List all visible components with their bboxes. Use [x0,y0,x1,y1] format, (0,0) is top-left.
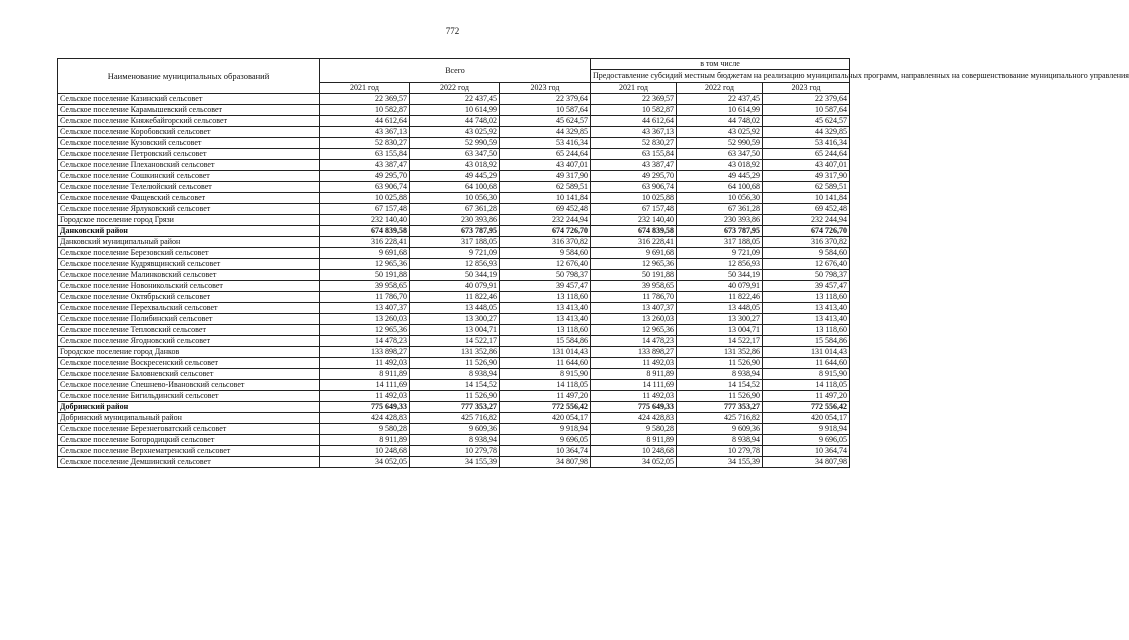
municipality-name: Сельское поселение Малинковский сельсовет [58,270,320,281]
amount-cell: 674 726,70 [500,226,591,237]
name-column-header: Наименование муниципальных образований [58,59,320,94]
year-header: 2021 год [591,83,677,94]
amount-cell: 11 786,70 [320,292,410,303]
table-row [58,391,850,402]
municipality-name: Добринский район [58,402,320,413]
amount-cell: 50 798,37 [500,270,591,281]
municipality-name: Сельское поселение Октябрьский сельсовет [58,292,320,303]
amount-cell: 131 352,86 [410,347,500,358]
amount-cell: 11 526,90 [677,391,763,402]
amount-cell: 22 369,57 [320,94,410,105]
table-row [58,116,850,127]
municipality-name: Сельское поселение Березнеговатский сельсовет [58,424,320,435]
amount-cell: 14 118,05 [500,380,591,391]
amount-cell: 775 649,33 [320,402,410,413]
amount-cell: 424 428,83 [320,413,410,424]
amount-cell: 8 938,94 [410,435,500,446]
table-row [58,358,850,369]
amount-cell: 67 361,28 [677,204,763,215]
amount-cell: 14 111,69 [591,380,677,391]
table-row [58,281,850,292]
table-row [58,204,850,215]
amount-cell: 14 522,17 [410,336,500,347]
municipality-name: Сельское поселение Коробовский сельсовет [58,127,320,138]
amount-cell: 10 587,64 [763,105,850,116]
district-total-row [58,226,850,237]
amount-cell: 63 155,84 [320,149,410,160]
table-row [58,435,850,446]
municipality-name: Добринский муниципальный район [58,413,320,424]
amount-cell: 10 025,88 [591,193,677,204]
amount-cell: 22 379,64 [763,94,850,105]
table-row [58,127,850,138]
amount-cell: 34 155,39 [410,457,500,468]
municipality-name: Сельское поселение Демшинский сельсовет [58,457,320,468]
table-row [58,314,850,325]
amount-cell: 13 260,03 [320,314,410,325]
table-row [58,105,850,116]
amount-cell: 43 387,47 [591,160,677,171]
amount-cell: 12 965,36 [591,259,677,270]
table-row [58,446,850,457]
amount-cell: 64 100,68 [677,182,763,193]
amount-cell: 9 696,05 [763,435,850,446]
amount-cell: 52 830,27 [591,138,677,149]
amount-cell: 8 911,89 [320,369,410,380]
amount-cell: 230 393,86 [677,215,763,226]
amount-cell: 12 856,93 [410,259,500,270]
amount-cell: 10 141,84 [763,193,850,204]
amount-cell: 10 582,87 [591,105,677,116]
amount-cell: 8 915,90 [763,369,850,380]
amount-cell: 22 437,45 [410,94,500,105]
year-header: 2021 год [320,83,410,94]
amount-cell: 52 990,59 [677,138,763,149]
year-header: 2022 год [410,83,500,94]
amount-cell: 11 492,03 [591,391,677,402]
amount-cell: 232 244,94 [763,215,850,226]
amount-cell: 52 830,27 [320,138,410,149]
amount-cell: 43 407,01 [763,160,850,171]
amount-cell: 9 580,28 [320,424,410,435]
amount-cell: 230 393,86 [410,215,500,226]
amount-cell: 13 118,60 [500,292,591,303]
amount-cell: 420 054,17 [500,413,591,424]
amount-cell: 49 295,70 [320,171,410,182]
table-row [58,193,850,204]
amount-cell: 49 445,29 [677,171,763,182]
amount-cell: 13 413,40 [500,303,591,314]
amount-cell: 15 584,86 [763,336,850,347]
amount-cell: 12 676,40 [763,259,850,270]
municipality-name: Сельское поселение Фащевский сельсовет [58,193,320,204]
amount-cell: 9 584,60 [500,248,591,259]
amount-cell: 43 025,92 [410,127,500,138]
municipality-name: Сельское поселение Перехвальский сельсовет [58,303,320,314]
municipality-name: Сельское поселение Карамышевский сельсовет [58,105,320,116]
amount-cell: 50 191,88 [591,270,677,281]
amount-cell: 49 317,90 [500,171,591,182]
amount-cell: 63 906,74 [591,182,677,193]
amount-cell: 62 589,51 [500,182,591,193]
amount-cell: 43 018,92 [410,160,500,171]
amount-cell: 11 644,60 [500,358,591,369]
amount-cell: 14 154,52 [410,380,500,391]
amount-cell: 10 141,84 [500,193,591,204]
amount-cell: 13 004,71 [410,325,500,336]
amount-cell: 11 497,20 [763,391,850,402]
amount-cell: 133 898,27 [591,347,677,358]
amount-cell: 11 822,46 [410,292,500,303]
amount-cell: 8 911,89 [591,435,677,446]
table-row [58,182,850,193]
amount-cell: 49 445,29 [410,171,500,182]
district-total-row [58,402,850,413]
amount-cell: 64 100,68 [410,182,500,193]
amount-cell: 424 428,83 [591,413,677,424]
amount-cell: 10 587,64 [500,105,591,116]
amount-cell: 13 413,40 [763,314,850,325]
amount-cell: 14 111,69 [320,380,410,391]
table-row [58,336,850,347]
amount-cell: 131 352,86 [677,347,763,358]
municipality-name: Сельское поселение Полибинский сельсовет [58,314,320,325]
amount-cell: 11 786,70 [591,292,677,303]
amount-cell: 10 614,99 [677,105,763,116]
amount-cell: 9 580,28 [591,424,677,435]
municipality-name: Сельское поселение Телелюйский сельсовет [58,182,320,193]
year-header: 2023 год [500,83,591,94]
amount-cell: 65 244,64 [500,149,591,160]
amount-cell: 13 118,60 [500,325,591,336]
municipality-name: Сельское поселение Богородицкий сельсовет [58,435,320,446]
table-row [58,424,850,435]
amount-cell: 13 413,40 [763,303,850,314]
municipality-name: Городское поселение город Грязи [58,215,320,226]
amount-cell: 232 140,40 [320,215,410,226]
table-row [58,248,850,259]
amount-cell: 8 915,90 [500,369,591,380]
amount-cell: 131 014,43 [763,347,850,358]
amount-cell: 34 052,05 [591,457,677,468]
amount-cell: 13 118,60 [763,325,850,336]
year-header: 2022 год [677,83,763,94]
amount-cell: 12 676,40 [500,259,591,270]
amount-cell: 63 347,50 [677,149,763,160]
amount-cell: 10 025,88 [320,193,410,204]
amount-cell: 39 958,65 [591,281,677,292]
amount-cell: 11 492,03 [591,358,677,369]
amount-cell: 316 370,82 [763,237,850,248]
amount-cell: 44 748,02 [410,116,500,127]
amount-cell: 10 614,99 [410,105,500,116]
municipality-name: Сельское поселение Баловневский сельсовет [58,369,320,380]
amount-cell: 39 958,65 [320,281,410,292]
amount-cell: 52 990,59 [410,138,500,149]
table-body [58,94,850,468]
table-row [58,380,850,391]
amount-cell: 12 965,36 [320,259,410,270]
table-row [58,303,850,314]
amount-cell: 316 228,41 [591,237,677,248]
amount-cell: 674 839,58 [320,226,410,237]
amount-cell: 45 624,57 [500,116,591,127]
amount-cell: 674 726,70 [763,226,850,237]
municipality-name: Сельское поселение Кузовский сельсовет [58,138,320,149]
table-row [58,149,850,160]
amount-cell: 22 437,45 [677,94,763,105]
amount-cell: 11 492,03 [320,358,410,369]
municipality-name: Данковский муниципальный район [58,237,320,248]
amount-cell: 63 155,84 [591,149,677,160]
amount-cell: 14 478,23 [320,336,410,347]
amount-cell: 131 014,43 [500,347,591,358]
amount-cell: 316 228,41 [320,237,410,248]
table-row [58,413,850,424]
amount-cell: 39 457,47 [763,281,850,292]
amount-cell: 50 344,19 [410,270,500,281]
amount-cell: 53 416,34 [500,138,591,149]
year-header: 2023 год [763,83,850,94]
amount-cell: 14 154,52 [677,380,763,391]
amount-cell: 11 822,46 [677,292,763,303]
table-row [58,369,850,380]
including-header: в том числе [591,59,850,70]
amount-cell: 44 329,85 [763,127,850,138]
municipality-name: Сельское поселение Тепловский сельсовет [58,325,320,336]
table-row [58,138,850,149]
amount-cell: 673 787,95 [677,226,763,237]
table-row [58,292,850,303]
municipality-name: Сельское поселение Березовский сельсовет [58,248,320,259]
amount-cell: 22 369,57 [591,94,677,105]
budget-table [57,58,1129,468]
amount-cell: 8 938,94 [677,369,763,380]
table-row [58,215,850,226]
amount-cell: 13 407,37 [591,303,677,314]
amount-cell: 40 079,91 [410,281,500,292]
amount-cell: 11 644,60 [763,358,850,369]
table-row [58,347,850,358]
amount-cell: 425 716,82 [410,413,500,424]
amount-cell: 10 279,78 [410,446,500,457]
municipality-name: Сельское поселение Воскресенский сельсовет [58,358,320,369]
amount-cell: 15 584,86 [500,336,591,347]
amount-cell: 13 118,60 [763,292,850,303]
amount-cell: 10 279,78 [677,446,763,457]
amount-cell: 13 300,27 [677,314,763,325]
amount-cell: 62 589,51 [763,182,850,193]
municipality-name: Сельское поселение Петровский сельсовет [58,149,320,160]
amount-cell: 9 691,68 [591,248,677,259]
amount-cell: 14 118,05 [763,380,850,391]
table-row [58,259,850,270]
table-row [58,171,850,182]
amount-cell: 45 624,57 [763,116,850,127]
amount-cell: 43 018,92 [677,160,763,171]
amount-cell: 43 367,13 [320,127,410,138]
amount-cell: 8 938,94 [410,369,500,380]
amount-cell: 43 367,13 [591,127,677,138]
amount-cell: 12 965,36 [320,325,410,336]
amount-cell: 22 379,64 [500,94,591,105]
amount-cell: 40 079,91 [677,281,763,292]
municipality-name: Городское поселение город Данков [58,347,320,358]
amount-cell: 13 413,40 [500,314,591,325]
amount-cell: 49 317,90 [763,171,850,182]
amount-cell: 316 370,82 [500,237,591,248]
amount-cell: 69 452,48 [500,204,591,215]
amount-cell: 9 609,36 [410,424,500,435]
page-number: 772 [445,26,460,36]
amount-cell: 13 260,03 [591,314,677,325]
table-row [58,457,850,468]
amount-cell: 8 911,89 [320,435,410,446]
municipality-name: Сельское поселение Кудрявщинский сельсовет [58,259,320,270]
amount-cell: 50 344,19 [677,270,763,281]
municipality-name: Сельское поселение Княжебайгорский сельсовет [58,116,320,127]
amount-cell: 43 025,92 [677,127,763,138]
amount-cell: 44 612,64 [320,116,410,127]
amount-cell: 9 584,60 [763,248,850,259]
amount-cell: 12 965,36 [591,325,677,336]
amount-cell: 63 906,74 [320,182,410,193]
amount-cell: 772 556,42 [763,402,850,413]
amount-cell: 34 807,98 [500,457,591,468]
municipality-name: Сельское поселение Новоникольский сельсовет [58,281,320,292]
amount-cell: 232 140,40 [591,215,677,226]
amount-cell: 11 526,90 [410,391,500,402]
amount-cell: 43 387,47 [320,160,410,171]
amount-cell: 9 691,68 [320,248,410,259]
amount-cell: 10 056,30 [410,193,500,204]
table-row [58,94,850,105]
municipality-name: Сельское поселение Ягодновский сельсовет [58,336,320,347]
amount-cell: 9 721,09 [410,248,500,259]
amount-cell: 39 457,47 [500,281,591,292]
amount-cell: 13 448,05 [410,303,500,314]
amount-cell: 9 721,09 [677,248,763,259]
amount-cell: 674 839,58 [591,226,677,237]
subsidy-column-header: Предоставление субсидий местным бюджетам на реализацию муниципальных программ, направленных на совершенствование муниципального управления [591,70,850,83]
amount-cell: 11 492,03 [320,391,410,402]
amount-cell: 11 526,90 [410,358,500,369]
amount-cell: 14 478,23 [591,336,677,347]
municipality-name: Сельское поселение Спешнево-Ивановский сельсовет [58,380,320,391]
amount-cell: 50 191,88 [320,270,410,281]
amount-cell: 34 807,98 [763,457,850,468]
amount-cell: 133 898,27 [320,347,410,358]
amount-cell: 11 497,20 [500,391,591,402]
amount-cell: 777 353,27 [677,402,763,413]
amount-cell: 13 407,37 [320,303,410,314]
amount-cell: 44 612,64 [591,116,677,127]
amount-cell: 317 188,05 [410,237,500,248]
amount-cell: 10 582,87 [320,105,410,116]
table-row [58,160,850,171]
amount-cell: 65 244,64 [763,149,850,160]
amount-cell: 8 938,94 [677,435,763,446]
amount-cell: 67 361,28 [410,204,500,215]
amount-cell: 9 609,36 [677,424,763,435]
amount-cell: 13 300,27 [410,314,500,325]
amount-cell: 34 052,05 [320,457,410,468]
amount-cell: 9 696,05 [500,435,591,446]
amount-cell: 10 056,30 [677,193,763,204]
amount-cell: 69 452,48 [763,204,850,215]
amount-cell: 50 798,37 [763,270,850,281]
amount-cell: 9 918,94 [500,424,591,435]
amount-cell: 420 054,17 [763,413,850,424]
amount-cell: 10 248,68 [591,446,677,457]
municipality-name: Сельское поселение Ярлуковский сельсовет [58,204,320,215]
amount-cell: 13 448,05 [677,303,763,314]
amount-cell: 14 522,17 [677,336,763,347]
amount-cell: 10 248,68 [320,446,410,457]
amount-cell: 232 244,94 [500,215,591,226]
amount-cell: 425 716,82 [677,413,763,424]
municipality-name: Сельское поселение Верхнематренский сельсовет [58,446,320,457]
amount-cell: 10 364,74 [500,446,591,457]
amount-cell: 775 649,33 [591,402,677,413]
amount-cell: 11 526,90 [677,358,763,369]
amount-cell: 317 188,05 [677,237,763,248]
municipality-name: Сельское поселение Плехановский сельсовет [58,160,320,171]
amount-cell: 49 295,70 [591,171,677,182]
amount-cell: 12 856,93 [677,259,763,270]
table-row [58,237,850,248]
municipality-name: Сельское поселение Бигильдинский сельсовет [58,391,320,402]
total-column-header: Всего [320,59,591,83]
municipality-name: Сельское поселение Сошкинский сельсовет [58,171,320,182]
municipality-name: Данковский район [58,226,320,237]
amount-cell: 44 748,02 [677,116,763,127]
amount-cell: 44 329,85 [500,127,591,138]
amount-cell: 53 416,34 [763,138,850,149]
amount-cell: 67 157,48 [591,204,677,215]
table-row [58,270,850,281]
amount-cell: 34 155,39 [677,457,763,468]
municipality-name: Сельское поселение Казинский сельсовет [58,94,320,105]
table-row [58,325,850,336]
amount-cell: 777 353,27 [410,402,500,413]
amount-cell: 63 347,50 [410,149,500,160]
amount-cell: 10 364,74 [763,446,850,457]
amount-cell: 673 787,95 [410,226,500,237]
amount-cell: 67 157,48 [320,204,410,215]
amount-cell: 43 407,01 [500,160,591,171]
amount-cell: 13 004,71 [677,325,763,336]
amount-cell: 9 918,94 [763,424,850,435]
amount-cell: 8 911,89 [591,369,677,380]
amount-cell: 772 556,42 [500,402,591,413]
